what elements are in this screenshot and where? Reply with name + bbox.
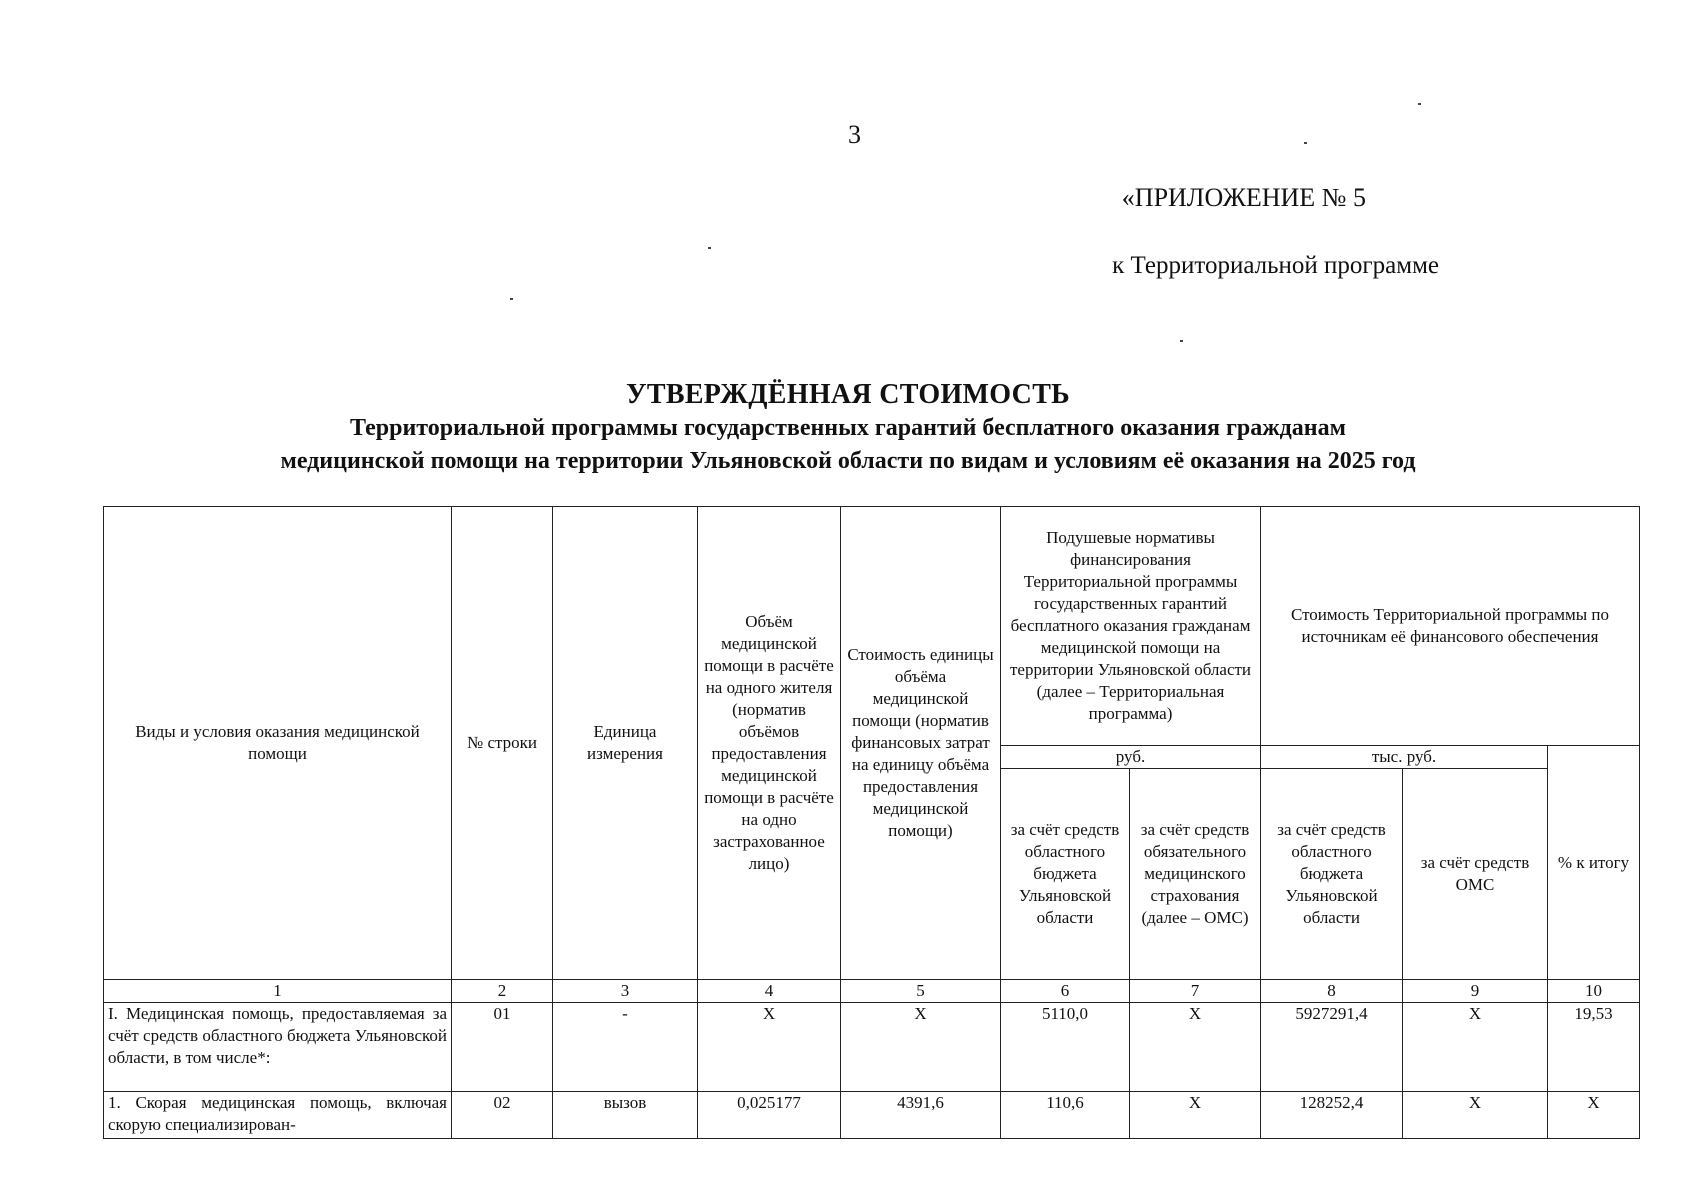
document-title (0, 378, 1696, 478)
row-cell: X (698, 1003, 841, 1092)
row-cell: X (1548, 1092, 1640, 1139)
appendix-label: «ПРИЛОЖЕНИЕ № 5 (1121, 183, 1366, 212)
row-cell: 01 (452, 1003, 553, 1092)
column-number: 7 (1130, 980, 1261, 1003)
column-number: 9 (1403, 980, 1548, 1003)
header-percent: % к итогу (1548, 746, 1640, 980)
appendix-reference: к Территориальной программе (1112, 252, 1439, 279)
row-cell: X (1403, 1092, 1548, 1139)
column-number: 4 (698, 980, 841, 1003)
row-cell: 0,025177 (698, 1092, 841, 1139)
row-cell: 110,6 (1001, 1092, 1130, 1139)
scan-speck (1418, 103, 1421, 105)
cost-table (103, 506, 1640, 1139)
row-description: 1. Скорая медицинская помощь, включая скорую специализирован- (104, 1092, 452, 1139)
header-unit-cost: Стоимость единицы объёма медицинской помощи (норматив финансовых затрат на единицу объёма предоставления медицинской помощи) (841, 507, 1001, 980)
header-regional-budget-rub: за счёт средств областного бюджета Ульяновской области (1001, 769, 1130, 980)
column-number: 2 (452, 980, 553, 1003)
title-line-2: медицинской помощи на территории Ульяновской области по видам и условиям её оказания на 2025 год (280, 448, 1416, 474)
column-number-row (104, 980, 1640, 1003)
column-number: 10 (1548, 980, 1640, 1003)
row-cell: 5110,0 (1001, 1003, 1130, 1092)
header-oms-rub: за счёт средств обязательного медицинского страхования (далее – ОМС) (1130, 769, 1261, 980)
column-number: 5 (841, 980, 1001, 1003)
header-kinds: Виды и условия оказания медицинской помощи (104, 507, 452, 980)
column-number: 6 (1001, 980, 1130, 1003)
row-cell: 5927291,4 (1261, 1003, 1403, 1092)
scan-speck (1180, 340, 1183, 342)
row-description: I. Медицинская помощь, предоставляемая за счёт средств областного бюджета Ульяновской области, в том числе*: (104, 1003, 452, 1092)
header-row-number: № строки (452, 507, 553, 980)
title-line-1: Территориальной программы государственных гарантий бесплатного оказания гражданам (350, 415, 1346, 441)
title-main: УТВЕРЖДЁННАЯ СТОИМОСТЬ (626, 379, 1070, 410)
header-unit-thousand-rub: тыс. руб. (1261, 746, 1548, 769)
page-number: 3 (848, 120, 861, 149)
row-cell: 4391,6 (841, 1092, 1001, 1139)
column-number: 3 (553, 980, 698, 1003)
header-volume: Объём медицинской помощи в расчёте на одного жителя (норматив объёмов предоставления медицинской помощи в расчёте на одно застрахованное лицо) (698, 507, 841, 980)
table-row (104, 1003, 1640, 1092)
column-number: 1 (104, 980, 452, 1003)
row-cell: X (1403, 1003, 1548, 1092)
header-regional-budget-thousand: за счёт средств областного бюджета Ульяновской области (1261, 769, 1403, 980)
scan-speck (1304, 142, 1307, 144)
table-row (104, 1092, 1640, 1139)
header-per-capita: Подушевые нормативы финансирования Территориальной программы государственных гарантий бесплатного оказания гражданам медицинской помощи на территории Ульяновской области (далее – Территориальная программа) (1001, 507, 1261, 746)
row-cell: вызов (553, 1092, 698, 1139)
row-cell: 128252,4 (1261, 1092, 1403, 1139)
row-cell: - (553, 1003, 698, 1092)
header-unit: Единица измерения (553, 507, 698, 980)
header-oms-thousand: за счёт средств ОМС (1403, 769, 1548, 980)
header-unit-rub: руб. (1001, 746, 1261, 769)
scan-speck (708, 247, 711, 249)
row-cell: X (841, 1003, 1001, 1092)
scan-speck (510, 298, 513, 300)
row-cell: 02 (452, 1092, 553, 1139)
header-cost-by-source: Стоимость Территориальной программы по источникам её финансового обеспечения (1261, 507, 1640, 746)
row-cell: X (1130, 1092, 1261, 1139)
row-cell: 19,53 (1548, 1003, 1640, 1092)
column-number: 8 (1261, 980, 1403, 1003)
row-cell: X (1130, 1003, 1261, 1092)
